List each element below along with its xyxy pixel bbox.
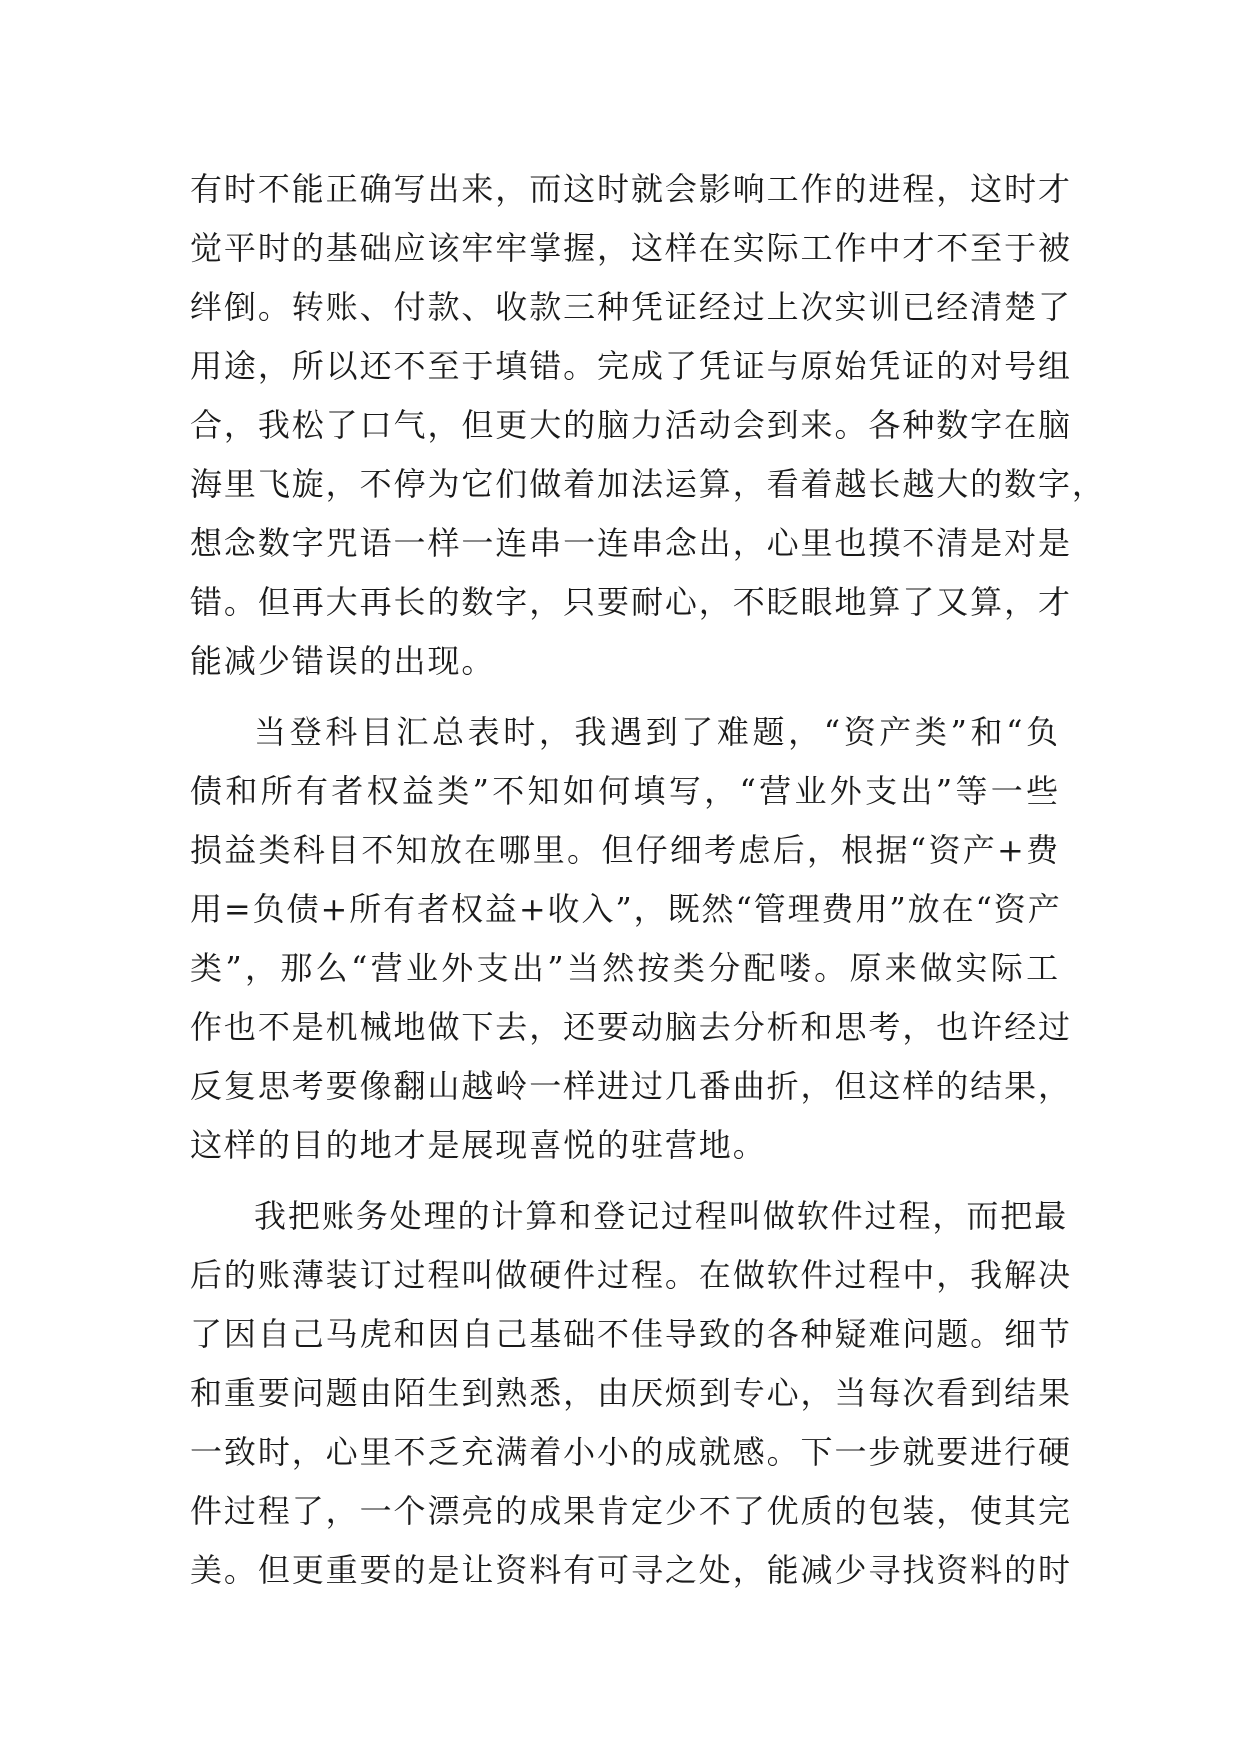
paragraph-line: 能减少错误的出现。 [190, 642, 496, 680]
paragraph-3 [190, 1187, 1072, 1600]
paragraph-line: 用途，所以还不至于填错。完成了凭证与原始凭证的对号组 [190, 347, 1072, 385]
paragraph-line: 用=负债+所有者权益+收入”，既然“管理费用”放在“资产 [190, 890, 1062, 928]
paragraph-line: 有时不能正确写出来，而这时就会影响工作的进程，这时才 [190, 170, 1072, 208]
paragraph-line: 错。但再大再长的数字，只要耐心，不眨眼地算了又算，才 [190, 583, 1072, 621]
paragraph-line: 反复思考要像翻山越岭一样进过几番曲折，但这样的结果， [190, 1067, 1072, 1105]
paragraph-line: 类”，那么“营业外支出”当然按类分配喽。原来做实际工 [190, 949, 1060, 987]
paragraph-line: 作也不是机械地做下去，还要动脑去分析和思考，也许经过 [190, 1008, 1072, 1046]
paragraph-line: 了因自己马虎和因自己基础不佳导致的各种疑难问题。细节 [190, 1315, 1072, 1353]
paragraph-line: 合，我松了口气，但更大的脑力活动会到来。各种数字在脑 [190, 406, 1072, 444]
paragraph-line: 件过程了，一个漂亮的成果肯定少不了优质的包装，使其完 [190, 1492, 1072, 1530]
paragraph-line: 当登科目汇总表时，我遇到了难题，“资产类”和“负 [254, 713, 1060, 751]
paragraph-line: 这样的目的地才是展现喜悦的驻营地。 [190, 1126, 767, 1164]
paragraph-spacer [190, 1175, 1060, 1187]
paragraph-line: 绊倒。转账、付款、收款三种凭证经过上次实训已经清楚了 [190, 288, 1072, 326]
paragraph-line: 我把账务处理的计算和登记过程叫做软件过程，而把最 [254, 1197, 1069, 1235]
paragraph-line: 一致时，心里不乏充满着小小的成就感。下一步就要进行硬 [190, 1433, 1072, 1471]
paragraph-line: 和重要问题由陌生到熟悉，由厌烦到专心，当每次看到结果 [190, 1374, 1072, 1412]
paragraph-line: 觉平时的基础应该牢牢掌握，这样在实际工作中才不至于被 [190, 229, 1072, 267]
paragraph-line: 后的账薄装订过程叫做硬件过程。在做软件过程中，我解决 [190, 1256, 1072, 1294]
paragraph-line: 损益类科目不知放在哪里。但仔细考虑后，根据“资产+费 [190, 831, 1060, 869]
paragraph-line: 美。但更重要的是让资料有可寻之处，能减少寻找资料的时 [190, 1551, 1072, 1589]
body-text [190, 160, 1106, 1600]
paragraph-2 [190, 703, 1072, 1175]
paragraph-spacer [190, 691, 1060, 703]
paragraph-1 [190, 160, 1106, 691]
paragraph-line: 想念数字咒语一样一连串一连串念出，心里也摸不清是对是 [190, 524, 1072, 562]
paragraph-line: 债和所有者权益类”不知如何填写，“营业外支出”等一些 [190, 772, 1060, 810]
paragraph-line: 海里飞旋，不停为它们做着加法运算，看着越长越大的数字， [190, 465, 1106, 503]
